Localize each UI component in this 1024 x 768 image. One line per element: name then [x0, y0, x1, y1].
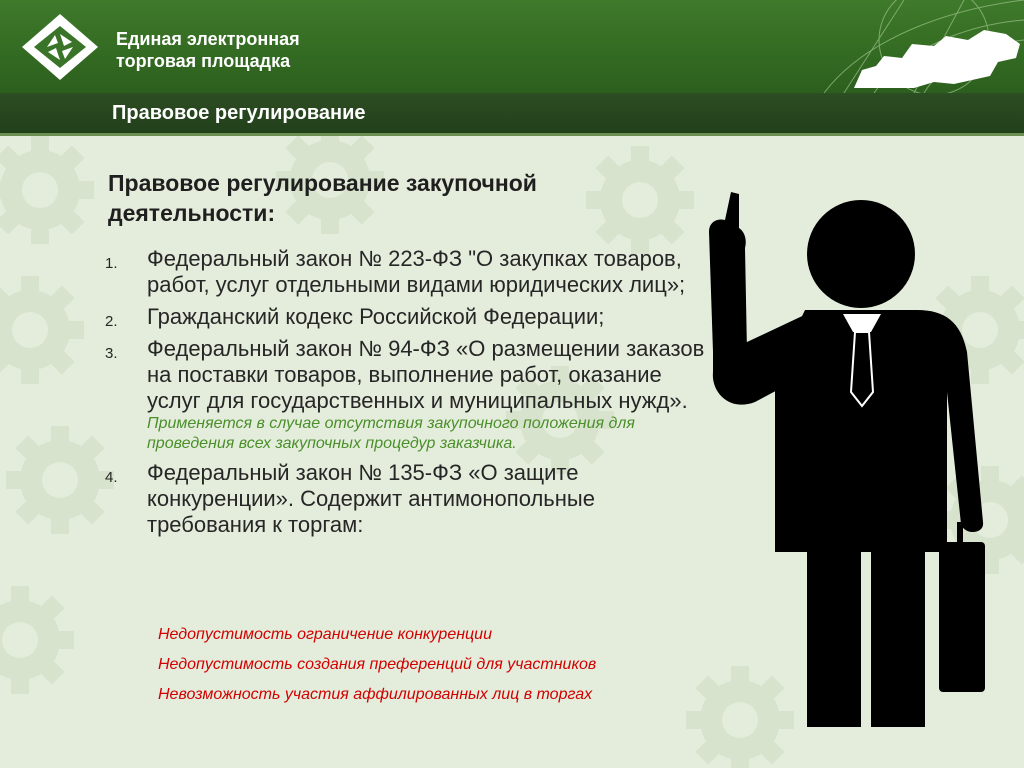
list-item [105, 246, 705, 298]
list-item [105, 304, 705, 330]
list-item-text: Федеральный закон № 135-ФЗ «О защите конкуренции». Содержит антимонопольные требования к торгам: [147, 460, 595, 537]
list-item-text: Федеральный закон № 223-ФЗ "О закупках товаров, работ, услуг отдельными видами юридических лиц»; [147, 246, 686, 297]
requirement-item: Недопустимость создания преференций для участников [158, 656, 597, 673]
list-item [105, 460, 705, 538]
law-list [105, 246, 705, 544]
brand-line-1: Единая электронная [116, 29, 300, 49]
content-heading [108, 168, 578, 228]
list-number: 2. [105, 313, 118, 330]
list-number: 3. [105, 345, 118, 362]
russia-map-icon [784, 0, 1024, 93]
brand-line-2: торговая площадка [116, 51, 291, 71]
heading-line-1: Правовое регулирование закупочной [108, 170, 537, 196]
list-item-text: Федеральный закон № 94-ФЗ «О размещении заказов на поставки товаров, выполнение работ, оказание услуг для государственных и муниципальных нужд». [147, 336, 705, 413]
requirement-item: Недопустимость ограничение конкуренции [158, 626, 492, 643]
list-item [105, 336, 705, 454]
header-bar [0, 0, 1024, 93]
diamond-aperture-logo-icon [20, 12, 100, 82]
list-item-text: Гражданский кодекс Российской Федерации; [147, 304, 605, 329]
brand-name [116, 28, 300, 72]
list-item-note: Применяется в случае отсутствия закупочного положения для проведения всех закупочных процедур заказчика. [147, 415, 635, 452]
title-bar-divider [0, 133, 1024, 136]
requirement-item: Невозможность участия аффилированных лиц в торгах [158, 686, 593, 703]
heading-line-2: деятельности: [108, 200, 276, 226]
section-title: Правовое регулирование [112, 102, 366, 124]
competition-requirements [158, 620, 718, 710]
businessman-pointing-up-icon [695, 192, 995, 737]
list-number: 1. [105, 255, 118, 272]
list-number: 4. [105, 469, 118, 486]
